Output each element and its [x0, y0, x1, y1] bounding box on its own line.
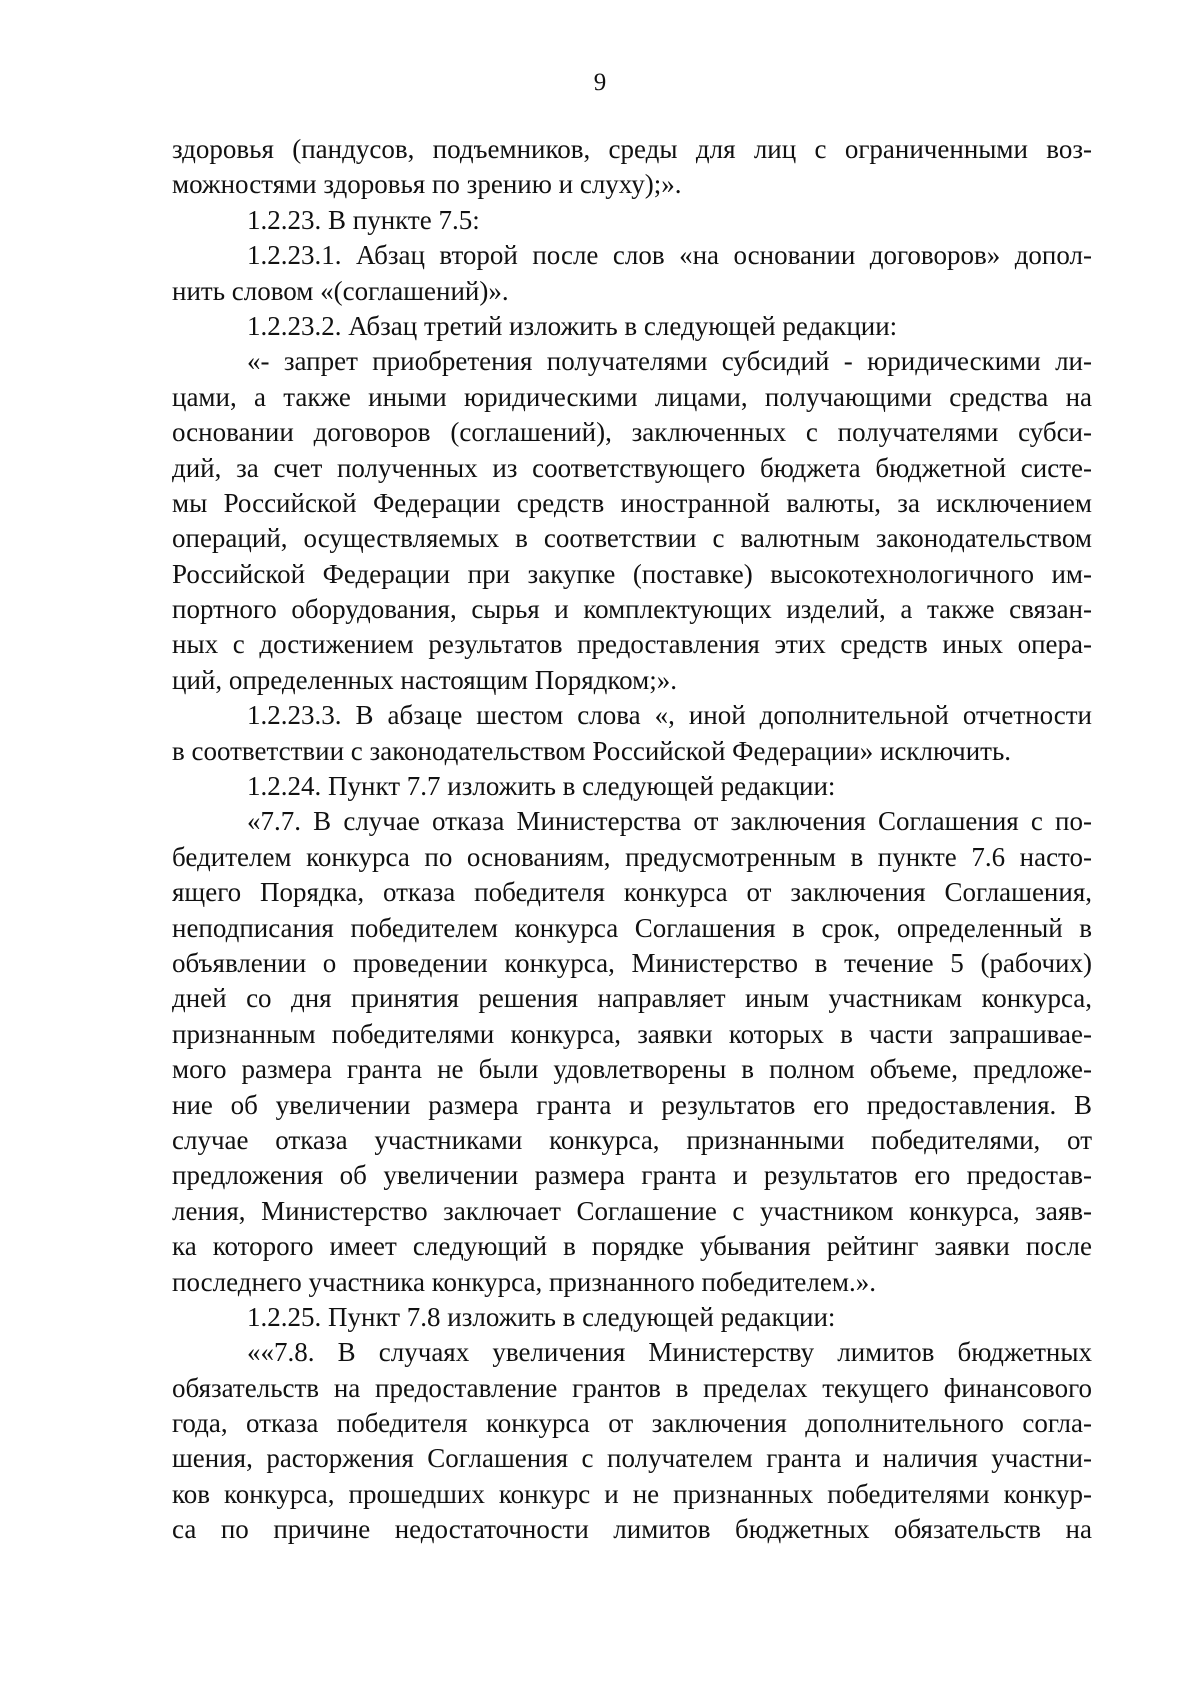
text-line: последнего участника конкурса, признанного победителем.». [172, 1266, 876, 1297]
text-line: шения, расторжения Соглашения с получателем гранта и наличия участни- [172, 1443, 1092, 1474]
text-line: нить словом «(соглашений)». [172, 275, 509, 306]
page-number: 9 [593, 69, 607, 96]
text-line: 1.2.23.1. Абзац второй после слов «на основании договоров» допол- [247, 240, 1092, 271]
text-line: дней со дня принятия решения направляет иным участникам конкурса, [172, 983, 1092, 1014]
text-line: операций, осуществляемых в соответствии с валютным законодательством [172, 523, 1092, 554]
text-line: ций, определенных настоящим Порядком;». [172, 664, 677, 695]
text-line: признанным победителями конкурса, заявки которых в части запрашивае- [172, 1018, 1092, 1049]
text-line: портного оборудования, сырья и комплектующих изделий, а также связан- [172, 594, 1092, 625]
text-line: дий, за счет полученных из соответствующего бюджета бюджетной систе- [172, 452, 1092, 483]
text-line: цами, а также иными юридическими лицами, получающими средства на [172, 381, 1092, 412]
text-line: здоровья (пандусов, подъемников, среды для лиц с ограниченными воз- [172, 134, 1092, 164]
text-line: ««7.8. В случаях увеличения Министерству лимитов бюджетных [247, 1337, 1092, 1368]
text-line: ков конкурса, прошедших конкурс и не признанных победителями конкур- [172, 1478, 1092, 1509]
text-line: мы Российской Федерации средств иностранной валюты, за исключением [172, 487, 1092, 518]
text-line: 1.2.25. Пункт 7.8 изложить в следующей редакции: [247, 1301, 836, 1332]
text-line: са по причине недостаточности лимитов бюджетных обязательств на [172, 1514, 1092, 1545]
text-line: Российской Федерации при закупке (поставке) высокотехнологичного им- [172, 558, 1092, 589]
text-line: «- запрет приобретения получателями субсидий - юридическими ли- [247, 346, 1092, 377]
text-line: можностями здоровья по зрению и слуху);». [172, 169, 682, 200]
text-line: случае отказа участниками конкурса, признанными победителями, от [172, 1124, 1092, 1155]
text-line: обязательств на предоставление грантов в пределах текущего финансового [172, 1372, 1092, 1403]
text-line: ления, Министерство заключает Соглашение с участником конкурса, заяв- [172, 1195, 1092, 1226]
text-line: предложения об увеличении размера гранта и результатов его предостав- [172, 1160, 1092, 1191]
text-line: ние об увеличении размера гранта и результатов его предоставления. В [172, 1089, 1092, 1120]
text-line: мого размера гранта не были удовлетворены в полном объеме, предложе- [172, 1054, 1092, 1085]
text-line: года, отказа победителя конкурса от заключения дополнительного согла- [172, 1408, 1092, 1439]
text-line: 1.2.23.3. В абзаце шестом слова «, иной дополнительной отчетности [247, 700, 1092, 731]
text-line: в соответствии с законодательством Российской Федерации» исключить. [172, 735, 1012, 766]
text-line: ка которого имеет следующий в порядке убывания рейтинг заявки после [172, 1231, 1092, 1262]
text-line: ящего Порядка, отказа победителя конкурса от заключения Соглашения, [172, 877, 1092, 908]
text-line: ных с достижением результатов предоставления этих средств иных опера- [172, 629, 1092, 660]
text-line: основании договоров (соглашений), заключенных с получателями субси- [172, 417, 1092, 448]
text-line: бедителем конкурса по основаниям, предусмотренным в пункте 7.6 насто- [172, 841, 1092, 872]
document-body [172, 132, 1092, 1548]
text-line: 1.2.23. В пункте 7.5: [247, 204, 480, 235]
text-line: неподписания победителем конкурса Соглашения в срок, определенный в [172, 912, 1092, 943]
text-line: 1.2.24. Пункт 7.7 изложить в следующей редакции: [247, 771, 836, 802]
text-line: 1.2.23.2. Абзац третий изложить в следующей редакции: [247, 310, 898, 341]
text-line: объявлении о проведении конкурса, Министерство в течение 5 (рабочих) [172, 947, 1092, 978]
text-line: «7.7. В случае отказа Министерства от заключения Соглашения с по- [247, 806, 1092, 837]
